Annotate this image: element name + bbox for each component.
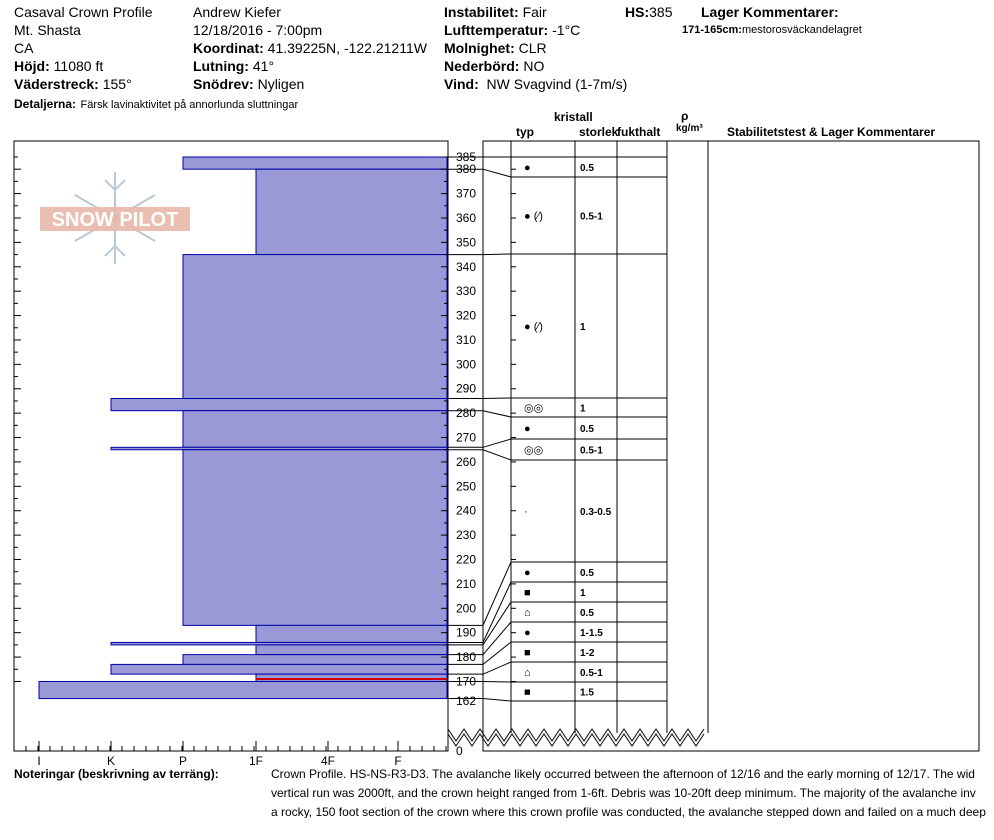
hardness-bar-12: [256, 674, 447, 681]
col-density-unit: kg/m³: [676, 123, 703, 134]
col-rho: ρ: [681, 109, 689, 123]
grain-type: ● (⁄): [524, 210, 543, 223]
grain-type: ◎◎: [524, 444, 544, 457]
layer-connector: [448, 254, 511, 255]
grain-type: ◎◎: [524, 402, 544, 415]
grain-type: ■: [524, 647, 531, 659]
grain-type: ■: [524, 686, 531, 699]
hardness-bar-10: [183, 655, 447, 665]
hardness-bar-4: [183, 411, 447, 448]
airtemp-label: Lufttemperatur:: [444, 22, 549, 38]
depth-label: 380: [456, 162, 477, 177]
crystal-table-frame: [483, 141, 979, 751]
logo-text: SNOW PILOT: [51, 209, 179, 231]
drift-value: Nyligen: [257, 76, 305, 92]
stability-value: Fair: [522, 4, 547, 20]
grain-size: 1.5: [580, 687, 594, 699]
aspect-value: 155°: [102, 76, 132, 92]
observer: Andrew Kiefer: [193, 4, 281, 20]
hardness-bar-7: [256, 625, 447, 642]
details-value: Färsk lavinaktivitet på annorlunda sluttningar: [80, 99, 299, 111]
elevation-label: Höjd:: [14, 58, 50, 74]
wind-value: NW Svagvind (1-7m/s): [486, 76, 628, 92]
depth-label: 230: [456, 528, 477, 543]
depth-label: 220: [456, 552, 477, 567]
depth-break-zigzag-1: [448, 734, 704, 746]
depth-label: 162: [456, 694, 477, 708]
depth-label: 240: [456, 503, 477, 518]
grain-size: 0.5: [580, 163, 594, 174]
depth-label: 200: [456, 601, 477, 616]
col-storlek: storlek: [579, 126, 619, 138]
grain-type: ●: [524, 567, 531, 579]
depth-label: 250: [456, 479, 477, 494]
grain-size: 1: [580, 403, 586, 415]
grain-size: 0.5: [580, 608, 594, 619]
depth-label: 180: [456, 650, 477, 665]
grain-type: ●: [524, 162, 531, 174]
wind-label: Vind:: [444, 76, 479, 92]
layer-connector: [448, 681, 511, 682]
location: Mt. Shasta: [14, 22, 81, 38]
hardness-bar-1: [256, 169, 447, 254]
hardness-bar-11: [111, 664, 447, 674]
elevation-value: 11080 ft: [53, 58, 104, 74]
aspect-label: Väderstreck:: [14, 76, 99, 92]
coord-label: Koordinat:: [193, 40, 264, 56]
datetime: 12/18/2016 - 7:00pm: [193, 22, 323, 38]
grain-type: ● (⁄): [524, 321, 543, 333]
depth-zero-label: 0: [456, 744, 463, 758]
slope-value: 41°: [252, 58, 275, 74]
hs-label: HS:: [625, 4, 650, 20]
slope-label: Lutning:: [193, 58, 249, 74]
depth-label: 350: [456, 235, 477, 250]
grain-type: ■: [524, 587, 531, 599]
coord-value: 41.39225N, -122.21211W: [267, 40, 427, 56]
depth-label: 190: [456, 625, 477, 640]
hardness-bar-2: [183, 255, 447, 399]
grain-type: ⌂: [524, 607, 531, 619]
grain-size: 1-2: [580, 648, 595, 659]
hs-value: 385: [649, 4, 673, 20]
notes-line-2: vertical run was 2000ft, and the crown height ranged from 1-6ft. Debris was 10-20ft deep minimum. The majority of the avalanche inv: [271, 787, 976, 799]
grain-size: 1-1.5: [580, 628, 603, 639]
precip-value: NO: [523, 58, 545, 74]
grain-size: 1: [580, 588, 586, 599]
depth-label: 320: [456, 308, 477, 323]
airtemp-value: -1°C: [552, 22, 581, 38]
col-fukthalt: fukthalt: [617, 125, 661, 139]
depth-label: 370: [456, 186, 477, 201]
grain-size: 0.3-0.5: [580, 507, 612, 518]
hardness-label: 1F: [248, 754, 264, 768]
region: CA: [14, 40, 34, 56]
col-stability: Stabilitetstest & Lager Kommentarer: [727, 125, 936, 139]
depth-label: 330: [456, 284, 477, 299]
grain-type: ⌂: [524, 667, 531, 679]
depth-label: 210: [456, 576, 477, 591]
depth-label: 170: [456, 674, 477, 689]
notes-label: Noteringar (beskrivning av terräng):: [14, 767, 219, 781]
profile-name: Casaval Crown Profile: [14, 4, 153, 20]
hardness-bar-0: [183, 157, 447, 169]
grain-type: ·: [524, 506, 528, 518]
depth-label: 340: [456, 259, 477, 274]
details-label: Detaljerna:: [14, 97, 77, 111]
drift-label: Snödrev:: [193, 76, 254, 92]
depth-label: 260: [456, 454, 477, 469]
grain-size: 0.5-1: [580, 211, 603, 223]
col-typ: typ: [516, 125, 534, 139]
hardness-label: F: [394, 754, 402, 768]
grain-size: 0.5-1: [580, 668, 603, 679]
hardness-bar-13: [39, 681, 447, 698]
notes-line-1: Crown Profile. HS-NS-R3-D3. The avalanche likely occurred between the afternoon of 12/16 and the early morning of 12/17. The wid: [271, 768, 975, 780]
depth-break-zigzag-2: [448, 729, 704, 741]
grain-size: 0.5-1: [580, 445, 603, 457]
precip-label: Nederbörd:: [444, 58, 520, 74]
hardness-bar-6: [183, 450, 447, 626]
depth-label: 360: [456, 210, 477, 225]
hardness-bar-9: [256, 645, 447, 655]
grain-size: 0.5: [580, 424, 594, 435]
snowpilot-logo: [40, 172, 190, 264]
clouds-value: CLR: [518, 40, 547, 56]
hardness-label: K: [106, 754, 116, 768]
layer-connector: [448, 398, 511, 399]
col-kristall: kristall: [554, 110, 593, 124]
hardness-bar-3: [111, 399, 447, 411]
hardness-label: I: [37, 754, 41, 768]
grain-type: ●: [524, 627, 531, 639]
grain-size: 0.5: [580, 568, 594, 579]
hardness-label: P: [178, 754, 188, 768]
grain-size: 1: [580, 322, 586, 333]
depth-label: 270: [456, 430, 477, 445]
notes-line-3: a rocky, 150 foot section of the crown where this crown profile was conducted, the avalanche stepped down and failed on a much deep: [271, 806, 986, 818]
depth-label: 290: [456, 381, 477, 396]
layer-comments-label: Lager Kommentarer:: [701, 4, 839, 20]
stability-label: Instabilitet:: [444, 4, 519, 20]
clouds-label: Molnighet:: [444, 40, 515, 56]
depth-label: 310: [456, 332, 477, 347]
grain-type: ●: [524, 423, 531, 435]
hardness-label: 4F: [320, 754, 336, 768]
depth-label: 385: [456, 150, 477, 164]
depth-label: 280: [456, 406, 477, 421]
depth-label: 300: [456, 357, 477, 372]
layer-comment-text: mestorosväckandelagret: [741, 24, 862, 36]
layer-comment-range: 171-165cm:: [682, 24, 742, 36]
